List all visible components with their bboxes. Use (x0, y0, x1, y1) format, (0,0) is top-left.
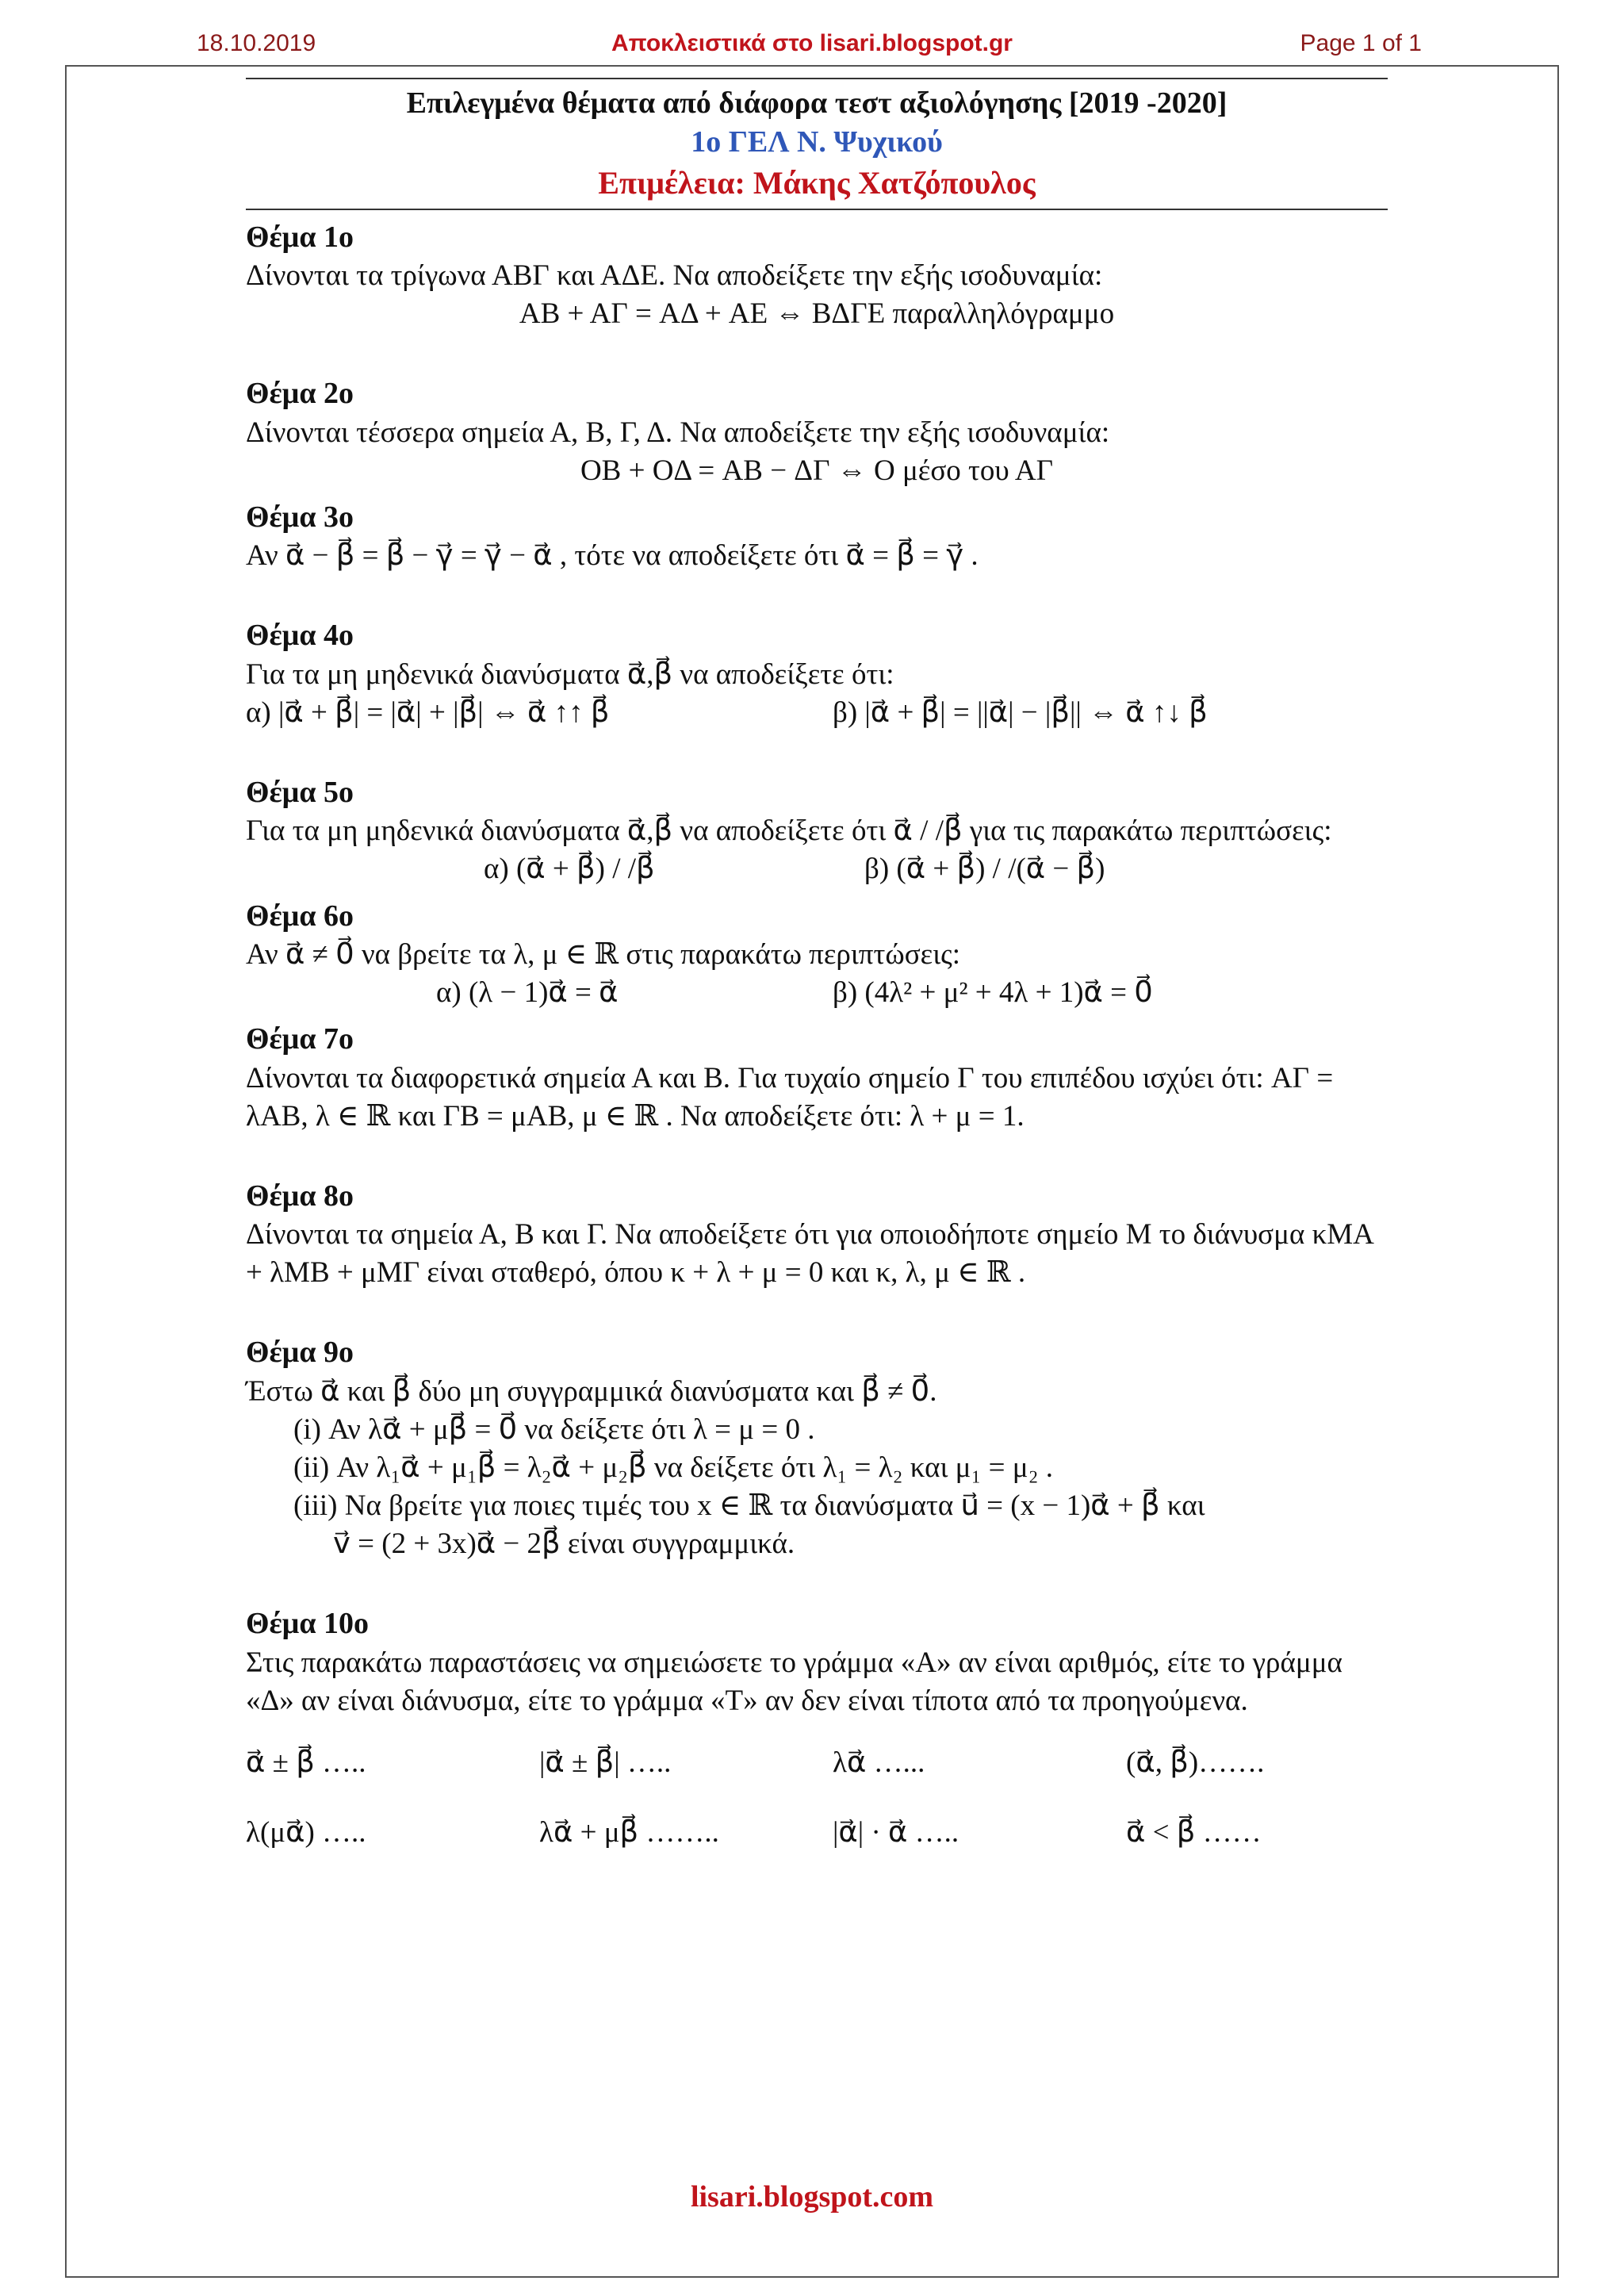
topic-2-title: Θέμα 2ο (246, 377, 354, 411)
topic-10-item: λ(μα⃗) ….. (246, 1815, 366, 1849)
page-top-bar (0, 30, 1624, 62)
topic-10-item: (α⃗, β⃗)……. (1126, 1746, 1265, 1779)
topic-3-title: Θέμα 3ο (246, 500, 354, 534)
topic-4-part-a: α) |α⃗ + β⃗| = |α⃗| + |β⃗| ⇔ α⃗ ↑↑ β⃗ (246, 696, 610, 729)
topic-10-item: λα⃗ …... (833, 1746, 925, 1779)
header-rule (246, 209, 1388, 210)
topic-10-item: α⃗ < β⃗ …… (1126, 1815, 1262, 1849)
topic-9-item-iii-cont: v⃗ = (2 + 3x)α⃗ − 2β⃗ είναι συγγραμμικά. (333, 1527, 795, 1561)
topic-4-part-b: β) |α⃗ + β⃗| = ||α⃗| − |β⃗|| ⇔ α⃗ ↑↓ β⃗ (833, 696, 1208, 729)
header-school: 1ο ΓΕΛ Ν. Ψυχικού (691, 125, 943, 159)
topic-6-text: Αν α⃗ ≠ 0⃗ να βρείτε τα λ, μ ∈ ℝ στις παρακάτω περιπτώσεις: (246, 937, 961, 971)
topic-7-text: Δίνονται τα διαφορετικά σημεία Α και Β. Για τυχαίο σημείο Γ του επιπέδου ισχύει ότι: AΓ = λAB, λ ∈ ℝ και ΓB = μAB, μ ∈ ℝ . Να αποδείξετε ότι: λ + μ = 1. (246, 1061, 1334, 1133)
top-rule (246, 78, 1388, 79)
topic-1-equation: AB + AΓ = AΔ + AE ⇔ ΒΔΓΕ παραλληλόγραμμο (519, 297, 1115, 331)
topic-3-text: Αν α⃗ − β⃗ = β⃗ − γ⃗ = γ⃗ − α⃗ , τότε να αποδείξετε ότι α⃗ = β⃗ = γ⃗ . (246, 539, 979, 573)
topic-6-part-a: α) (λ − 1)α⃗ = α⃗ (436, 976, 619, 1010)
topic-6-title: Θέμα 6ο (246, 899, 354, 933)
topic-2-equation: OB + OΔ = AB − ΔΓ ⇔ O μέσο του ΑΓ (580, 454, 1054, 487)
topic-9-item-iii: (iii) Να βρείτε για ποιες τιμές του x ∈ ℝ τα διανύσματα u⃗ = (x − 1)α⃗ + β⃗ και (293, 1489, 1205, 1522)
topic-10-grid (246, 1744, 1388, 1852)
topic-5-text: Για τα μη μηδενικά διανύσματα α⃗,β⃗ να αποδείξετε ότι α⃗ / /β⃗ για τις παρακάτω περιπτώσεις: (246, 815, 1332, 848)
topic-9-text: Έστω α⃗ και β⃗ δύο μη συγγραμμικά διανύσματα και β⃗ ≠ 0⃗. (246, 1374, 937, 1408)
print-date: 18.10.2019 (197, 30, 316, 56)
footer-link[interactable]: lisari.blogspot.com (690, 2180, 934, 2214)
topic-10-item: α⃗ ± β⃗ ….. (246, 1746, 366, 1779)
topic-10-title: Θέμα 10ο (246, 1607, 370, 1641)
topic-7-title: Θέμα 7ο (246, 1022, 354, 1056)
topic-9-item-ii: (ii) Αν λ₁α⃗ + μ₁β⃗ = λ₂α⃗ + μ₂β⃗ να δείξετε ότι λ₁ = λ₂ και μ₁ = μ₂ . (293, 1451, 1054, 1484)
topic-1-text: Δίνονται τα τρίγωνα ΑΒΓ και ΑΔΕ. Να αποδείξετε την εξής ισοδυναμία: (246, 259, 1103, 293)
topic-4-text: Για τα μη μηδενικά διανύσματα α⃗,β⃗ να αποδείξετε ότι: (246, 657, 894, 691)
topic-5-part-b: β) (α⃗ + β⃗) / /(α⃗ − β⃗) (864, 853, 1105, 886)
topic-8-title: Θέμα 8ο (246, 1179, 354, 1213)
header-editor: Επιμέλεια: Μάκης Χατζόπουλος (598, 164, 1036, 201)
topic-10-item: |α⃗ ± β⃗| ….. (539, 1746, 672, 1779)
topic-10-item: λα⃗ + μβ⃗ …….. (539, 1815, 719, 1849)
topic-5-parts (246, 850, 1388, 888)
document-header (246, 84, 1388, 204)
header-title: Επιλεγμένα θέματα από διάφορα τεστ αξιολόγησης [2019 -2020] (406, 86, 1228, 120)
topic-9-item-i: (i) Αν λα⃗ + μβ⃗ = 0⃗ να δείξετε ότι λ = μ = 0 . (293, 1412, 815, 1446)
document-body (246, 73, 1388, 1852)
topic-1-title: Θέμα 1ο (246, 220, 354, 254)
topic-2-text: Δίνονται τέσσερα σημεία Α, Β, Γ, Δ. Να αποδείξετε την εξής ισοδυναμία: (246, 416, 1110, 449)
topic-4-title: Θέμα 4ο (246, 619, 354, 653)
site-banner[interactable]: Αποκλειστικά στο lisari.blogspot.gr (611, 30, 1013, 56)
topic-8-text: Δίνονται τα σημεία Α, Β και Γ. Να αποδείξετε ότι για οποιοδήποτε σημείο Μ το διάνυσμα κMA + λMB + μMΓ είναι σταθερό, όπου κ + λ + μ = 0 και κ, λ, μ ∈ ℝ . (246, 1218, 1373, 1290)
topic-5-part-a: α) (α⃗ + β⃗) / /β⃗ (484, 853, 655, 886)
topic-5-title: Θέμα 5ο (246, 776, 354, 809)
topic-9-title: Θέμα 9ο (246, 1336, 354, 1370)
topic-10-item: |α⃗| · α⃗ ….. (833, 1815, 959, 1849)
page-number: Page 1 of 1 (1300, 30, 1422, 56)
topic-6-part-b: β) (4λ² + μ² + 4λ + 1)α⃗ = 0⃗ (833, 976, 1153, 1010)
topic-4-parts (246, 694, 1388, 732)
topic-10-text: Στις παρακάτω παραστάσεις να σημειώσετε το γράμμα «Α» αν είναι αριθμός, είτε το γράμμα «Δ» αν είναι διάνυσμα, είτε το γράμμα «Τ» αν δεν είναι τίποτα από τα προηγούμενα. (246, 1646, 1342, 1717)
topic-6-parts (246, 974, 1388, 1012)
